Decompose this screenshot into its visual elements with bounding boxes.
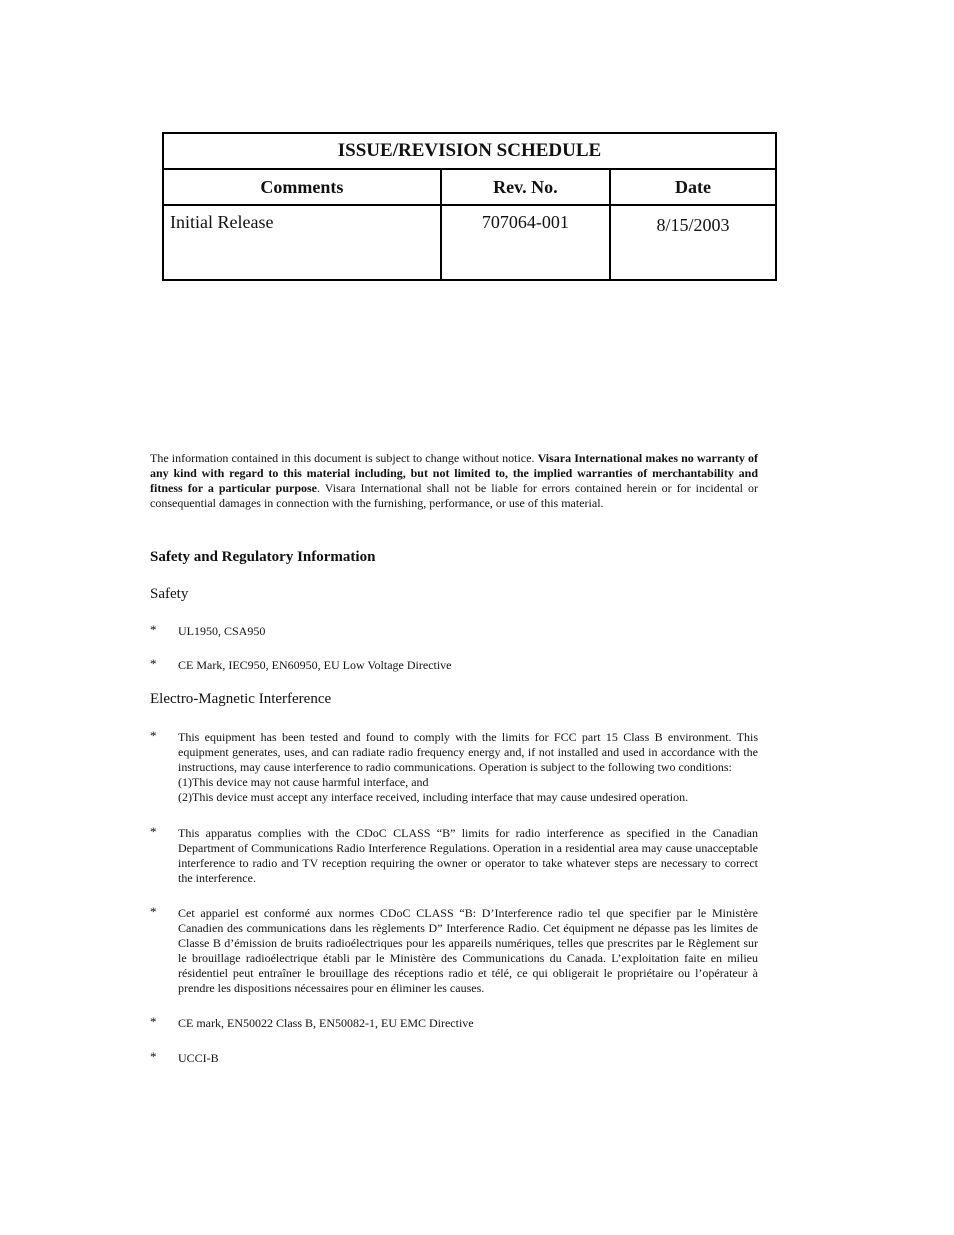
list-item-text: CE Mark, IEC950, EN60950, EU Low Voltage Directive [178, 658, 452, 672]
list-item-text: UCCI-B [178, 1051, 219, 1065]
list-item [150, 624, 758, 639]
emi-subheading: Electro-Magnetic Interference [150, 691, 332, 707]
list-item-text: UL1950, CSA950 [178, 624, 266, 638]
bullet-marker: * [150, 1049, 157, 1064]
bullet-marker: * [150, 622, 157, 637]
bullet-marker: * [150, 904, 157, 919]
column-header-rev-no: Rev. No. [441, 169, 610, 205]
list-item [150, 658, 758, 673]
safety-subheading: Safety [150, 586, 189, 602]
column-header-date: Date [610, 169, 776, 205]
list-item-text: Cet appariel est conformé aux normes CDoC CLASS “B: D’Interference radio tel que specifier par le Ministère Canadien des communications dans les règlements D” Interference Radio. Cet équipment ne dépasse pas les limites de Classe B d’émission de bruits radioélectriques pour les appareils numériques, telles que prescrites par le Règlement sur le brouillage radioélectrique établi par le Ministère des Communications du Canada. L’exploitation faite en milieu résidentiel peut entraîner le brouillage des réceptions radio et télé, ce qui obligerait le propriétaire ou l’opérateur à prendre les dispositions nécessaires pour en éliminer les causes. [178, 906, 758, 995]
revision-schedule-table [162, 132, 777, 281]
revision-table-title: ISSUE/REVISION SCHEDULE [163, 133, 776, 169]
list-item [150, 826, 758, 886]
bullet-marker: * [150, 656, 157, 671]
disclaimer-warranty-text: Visara International makes no warranty of any kind with regard to this material including, but not limited to, the implied warranties of merchantability and fitness for a particular purpose [150, 451, 758, 495]
bullet-marker: * [150, 824, 157, 839]
list-item [150, 906, 758, 996]
bullet-marker: * [150, 728, 157, 743]
disclaimer-paragraph [150, 451, 758, 511]
column-header-comments: Comments [163, 169, 441, 205]
cell-date: 8/15/2003 [610, 205, 776, 280]
fcc-condition-1: (1)This device may not cause harmful interface, and [178, 775, 429, 789]
cell-comments: Initial Release [163, 205, 441, 280]
cell-rev-no: 707064-001 [441, 205, 610, 280]
list-item [150, 730, 758, 805]
table-row [163, 205, 776, 280]
bullet-marker: * [150, 1014, 157, 1029]
list-item [150, 1051, 758, 1066]
section-heading: Safety and Regulatory Information [150, 549, 376, 565]
disclaimer-text-2: . Visara International shall not be liable for errors contained herein or for incidental or consequential damages in connection with the furnishing, performance, or use of this material. [150, 481, 758, 510]
disclaimer-text-1: The information contained in this document is subject to change without notice. [150, 451, 538, 465]
list-item-text: This apparatus complies with the CDoC CLASS “B” limits for radio interference as specified in the Canadian Department of Communications Radio Interference Regulations. Operation in a residential area may cause unacceptable interference to radio and TV reception requiring the owner or operator to take whatever steps are necessary to correct the interference. [178, 826, 758, 885]
list-item-text-block [178, 730, 758, 805]
fcc-condition-2: (2)This device must accept any interface received, including interface that may cause undesired operation. [178, 790, 689, 804]
list-item-text: CE mark, EN50022 Class B, EN50082-1, EU EMC Directive [178, 1016, 474, 1030]
fcc-statement: This equipment has been tested and found to comply with the limits for FCC part 15 Class B environment. This equipment generates, uses, and can radiate radio frequency energy and, if not installed and used in accordance with the instructions, may cause interference to radio communications. Operation is subject to the following two conditions: [178, 730, 758, 774]
list-item [150, 1016, 758, 1031]
